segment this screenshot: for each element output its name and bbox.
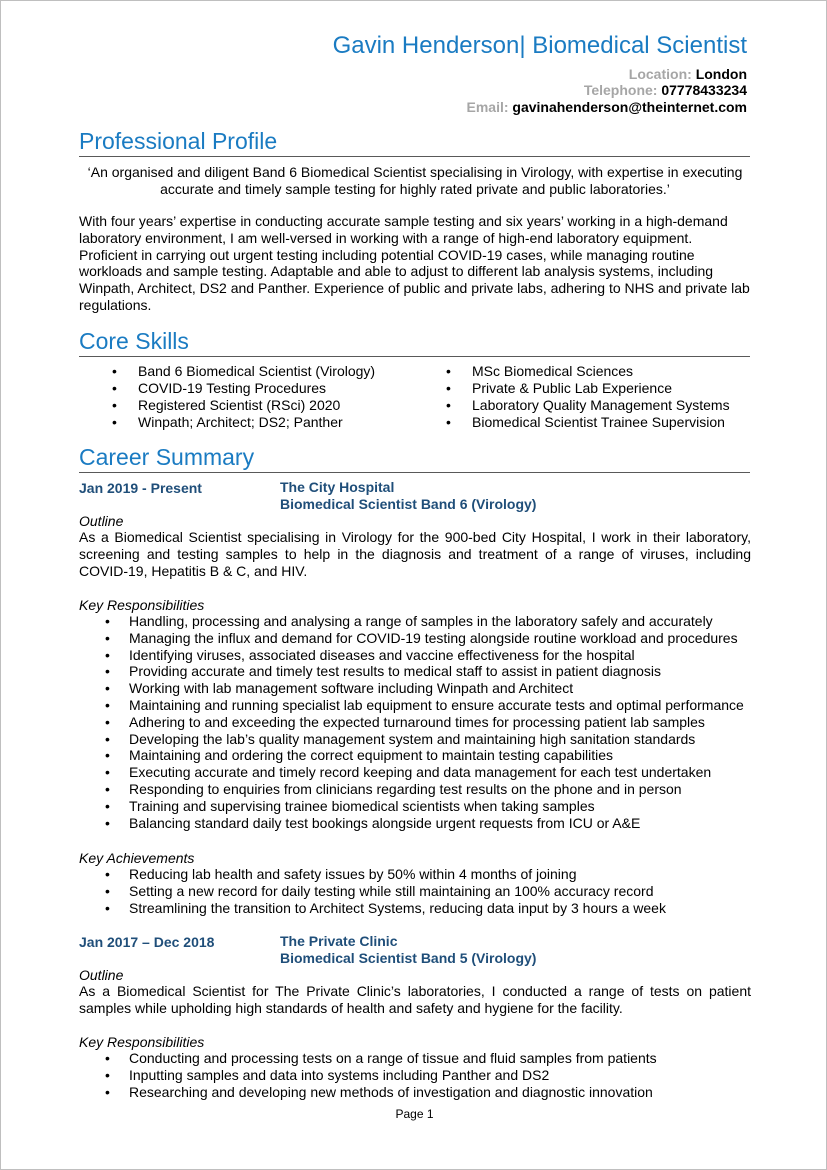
profile-quote: ‘An organised and diligent Band 6 Biomedical Scientist specialising in Virology, with expertise in executing accurate and timely sample testing for highly rated private and public laboratories.’: [87, 164, 743, 197]
contact-telephone: [584, 82, 747, 98]
job-dates: Jan 2017 – Dec 2018: [79, 934, 215, 950]
job-outline: As a Biomedical Scientist specialising in Virology for the 900-bed City Hospital, I work in their laboratory, screening and testing samples to help in the diagnosis and treatment of a range of viruses, including COVID-19, Hepatitis B & C, and HIV.: [79, 529, 751, 579]
responsibilities-label: Key Responsibilities: [79, 1034, 205, 1050]
skill-item: • Laboratory Quality Management Systems: [472, 397, 730, 414]
contact-email: [467, 99, 748, 115]
list-item: • Inputting samples and data into systems including Panther and DS2: [129, 1067, 657, 1084]
list-item: • Maintaining and ordering the correct equipment to maintain testing capabilities: [129, 747, 744, 764]
job-employer: The City Hospital: [280, 479, 395, 495]
responsibilities-label: Key Responsibilities: [79, 597, 205, 613]
skill-item: • Private & Public Lab Experience: [472, 380, 730, 397]
candidate-name: Gavin Henderson| Biomedical Scientist: [332, 32, 747, 59]
profile-body: With four years’ expertise in conducting accurate sample testing and six years’ working in a high-demand laboratory environment, I am well-versed in working with a range of high-end laboratory equipment. Proficient in carrying out urgent testing including potential COVID-19 cases, while managing routine workloads and sample testing. Adaptable and able to adjust to different lab analysis systems, including Winpath, Architect, DS2 and Panther. Experience of public and private labs, adhering to NHS and private lab regulations.: [79, 213, 750, 313]
page-number: Page 1: [395, 1107, 434, 1121]
list-item: • Balancing standard daily test bookings alongside urgent requests from ICU or A&E: [129, 815, 744, 832]
outline-label: Outline: [79, 967, 124, 983]
list-item: • Training and supervising trainee biomedical scientists when taking samples: [129, 798, 744, 815]
skill-item: • Registered Scientist (RSci) 2020: [138, 397, 375, 414]
responsibilities-list: [129, 1050, 657, 1100]
career-heading: Career Summary: [79, 444, 750, 473]
outline-label: Outline: [79, 513, 124, 529]
location-value: London: [695, 66, 747, 82]
list-item: • Identifying viruses, associated diseases and vaccine effectiveness for the hospital: [129, 647, 744, 664]
list-item: • Providing accurate and timely test results to medical staff to assist in patient diagnosis: [129, 663, 744, 680]
achievements-list: [129, 866, 666, 916]
list-item: • Reducing lab health and safety issues by 50% within 4 months of joining: [129, 866, 666, 883]
list-item: • Setting a new record for daily testing while still maintaining an 100% accuracy record: [129, 883, 666, 900]
email-label: Email:: [466, 99, 509, 115]
location-label: Location:: [628, 66, 692, 82]
list-item: • Adhering to and exceeding the expected turnaround times for processing patient lab samples: [129, 714, 744, 731]
achievements-label: Key Achievements: [79, 850, 195, 866]
list-item: • Handling, processing and analysing a range of samples in the laboratory safely and accurately: [129, 613, 744, 630]
list-item: • Conducting and processing tests on a range of tissue and fluid samples from patients: [129, 1050, 657, 1067]
contact-location: [629, 66, 747, 82]
job-title: Biomedical Scientist Band 6 (Virology): [280, 496, 537, 512]
list-item: • Maintaining and running specialist lab equipment to ensure accurate tests and optimal performance: [129, 697, 744, 714]
list-item: • Researching and developing new methods of investigation and diagnostic innovation: [129, 1084, 657, 1101]
job-outline: As a Biomedical Scientist for The Private Clinic’s laboratories, I conducted a range of tests on patient samples while upholding high standards of health and safety and hygiene for the facility.: [79, 983, 751, 1016]
job-dates: Jan 2019 - Present: [79, 480, 202, 496]
skill-item: • Winpath; Architect; DS2; Panther: [138, 414, 375, 431]
telephone-label: Telephone:: [583, 82, 658, 98]
profile-heading: Professional Profile: [79, 128, 750, 157]
list-item: • Developing the lab’s quality management system and maintaining high sanitation standards: [129, 731, 744, 748]
skills-heading: Core Skills: [79, 328, 750, 357]
skill-item: • COVID-19 Testing Procedures: [138, 380, 375, 397]
telephone-value: 07778433234: [661, 82, 747, 98]
list-item: • Streamlining the transition to Architect Systems, reducing data input by 3 hours a week: [129, 900, 666, 917]
responsibilities-list: [129, 613, 744, 831]
skill-item: • Band 6 Biomedical Scientist (Virology): [138, 363, 375, 380]
skill-item: • Biomedical Scientist Trainee Supervision: [472, 414, 730, 431]
email-value: gavinahenderson@theinternet.com: [512, 99, 747, 115]
job-employer: The Private Clinic: [280, 933, 398, 949]
job-title: Biomedical Scientist Band 5 (Virology): [280, 950, 537, 966]
list-item: • Executing accurate and timely record keeping and data management for each test undertaken: [129, 764, 744, 781]
skills-right-column: [472, 363, 730, 431]
skills-left-column: [138, 363, 375, 431]
list-item: • Responding to enquiries from clinicians regarding test results on the phone and in person: [129, 781, 744, 798]
list-item: • Working with lab management software including Winpath and Architect: [129, 680, 744, 697]
skill-item: • MSc Biomedical Sciences: [472, 363, 730, 380]
list-item: • Managing the influx and demand for COVID-19 testing alongside routine workload and procedures: [129, 630, 744, 647]
